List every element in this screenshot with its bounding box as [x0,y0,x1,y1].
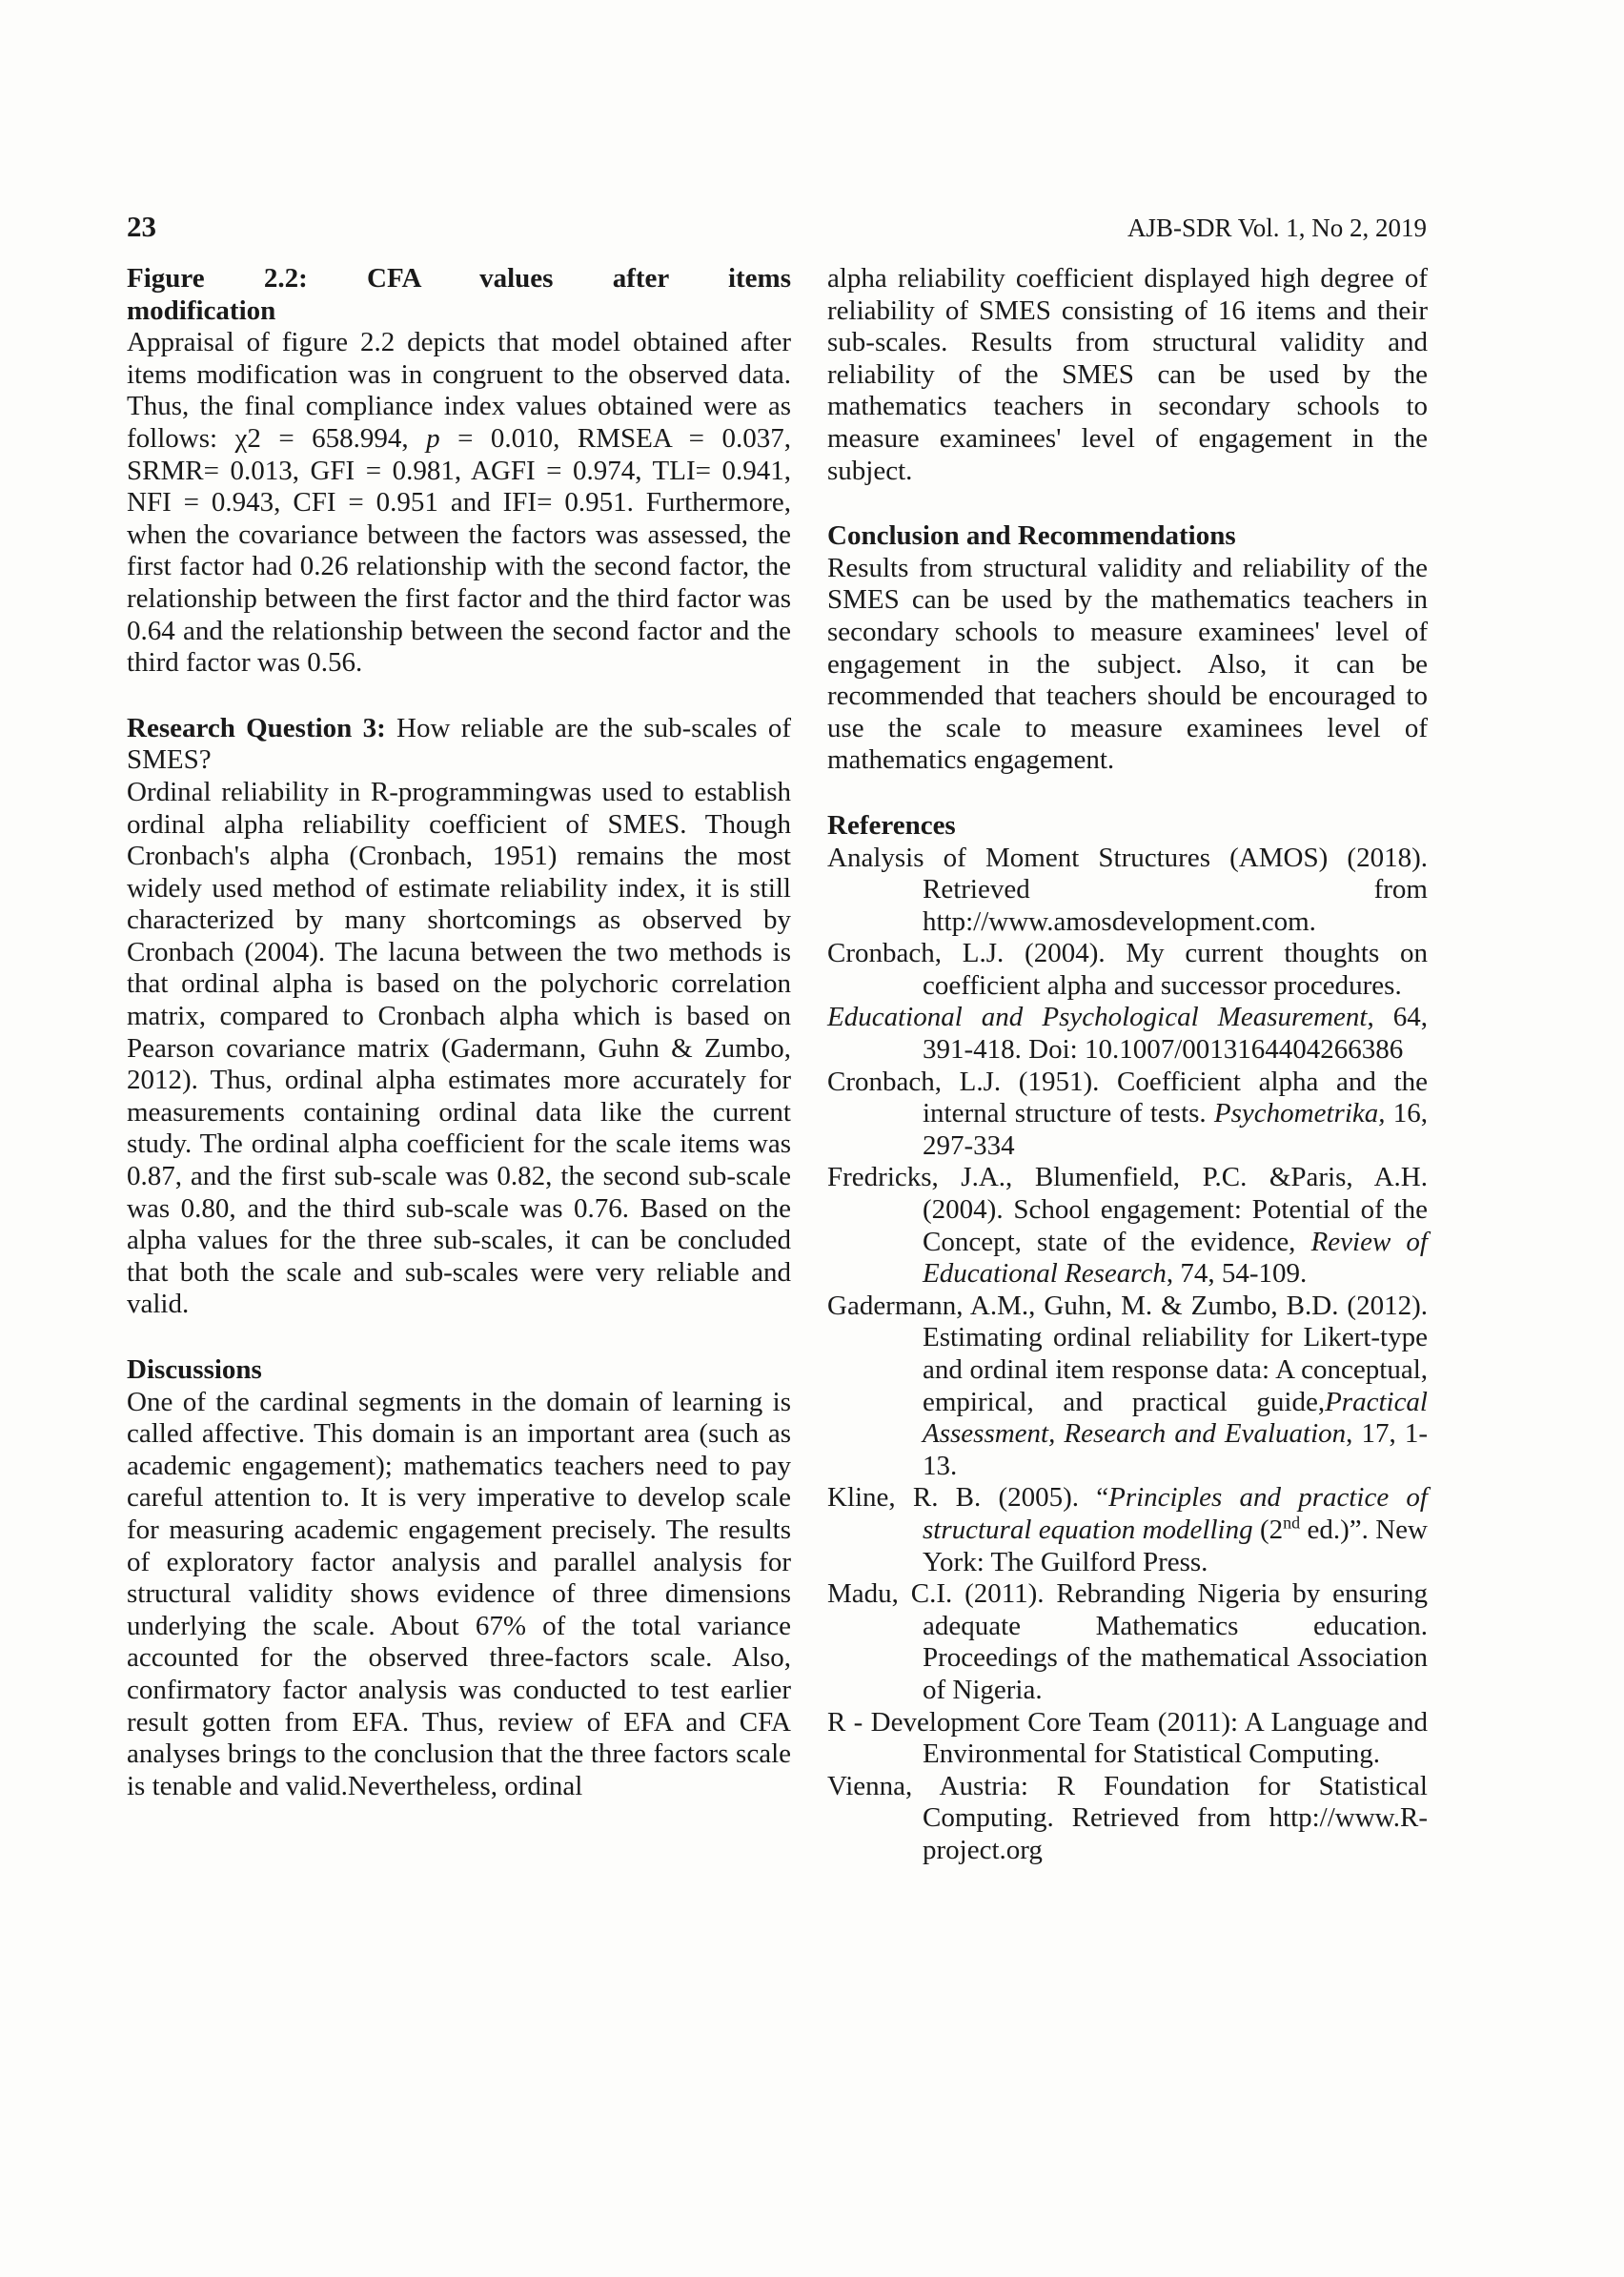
reference-gadermann [827,1291,1428,1483]
ref-run: Cronbach, L.J. (1951). Coefficient alpha and the internal structure of tests. [827,1066,1428,1129]
ordinal-reliability-paragraph: Ordinal reliability in R-programmingwas used to establish ordinal alpha reliability coefficient of SMES. Though Cronbach's alpha (Cronbach, 1951) remains the most widely used method of estimate reliability index, it is still characterized by many shortcomings as observed by Cronbach (2004). The lacuna between the two methods is that ordinal alpha is based on the polychoric correlation matrix, compared to Cronbach alpha which is based on Pearson covariance matrix (Gadermann, Guhn & Zumbo, 2012). Thus, ordinal alpha estimates more accurately for measurements containing ordinal data like the current study. The ordinal alpha coefficient for the scale items was 0.87, and the first sub-scale was 0.82, the second sub-scale was 0.80, and the third sub-scale was 0.76. Based on the alpha values for the three sub-scales, it can be concluded that both the scale and sub-scales were very reliable and valid. [127,776,791,1320]
right-column [827,263,1428,1867]
ref-run: , 64, 391-418. Doi: 10.1007/0013164404266386 [923,1002,1428,1066]
text-run: Appraisal of figure 2.2 depicts that model obtained after items modification was in congruent to the observed data. Thus, the final compliance index values obtained were as follows: χ2 = 658.994, [127,327,791,454]
ref-journal-italic: Educational and Psychological Measurement [827,1002,1368,1033]
ref-journal-italic: Review of Educational Research [923,1226,1428,1290]
ref-journal-italic: Practical Assessment, Research and Evaluation [923,1386,1428,1450]
references-heading: References [827,809,956,841]
reference-r-development-core-team [827,1707,1428,1771]
reference-cronbach-1951 [827,1067,1428,1163]
conclusion-heading: Conclusion and Recommendations [827,520,1236,552]
italic-p-symbol: p [426,422,440,454]
research-question-3-text: How reliable are the sub-scales of SMES? [127,712,791,776]
ref-run: ed.)”. New York: The Guilford Press. [923,1514,1428,1577]
ref-title-italic: Principles and practice of structural equation modelling [923,1482,1428,1545]
ref-journal-italic: Psychometrika, [1213,1098,1386,1129]
ref-run: Fredricks, J.A., Blumenfield, P.C. &Paris, A.H. (2004). School engagement: Potential of the Concept, state of the evidence, [827,1162,1428,1257]
discussions-heading: Discussions [127,1354,262,1385]
ref-ordinal-superscript: nd [1283,1513,1301,1533]
conclusion-paragraph: Results from structural validity and reliability of the SMES can be used by the mathematics teachers in secondary schools to measure examinees' level of engagement in the subject. Also, it can be recommended that teachers should be encouraged to use the scale to measure examinees level of mathematics engagement. [827,552,1428,776]
reference-vienna-r-foundation [827,1771,1428,1867]
journal-title: AJB-SDR Vol. 1, No 2, 2019 [1127,213,1427,242]
figure-heading-line2: modification [127,295,276,326]
research-question-3-label: Research Question 3: [127,712,386,743]
reference-madu [827,1578,1428,1706]
ref-run: , 17, 1-13. [923,1418,1428,1481]
reference-educational-psychological-measurement [827,1002,1428,1066]
ref-run: R - Development Core Team (2011): A Language and Environmental for Statistical Computing. [827,1706,1428,1770]
ref-run: Madu, C.I. (2011). Rebranding Nigeria by ensuring adequate Mathematics education. Proceedings of the mathematical Association of Nigeria. [827,1578,1428,1705]
reference-kline [827,1482,1428,1578]
ref-run: Kline, R. B. (2005). “ [827,1482,1109,1514]
ref-run: , 74, 54-109. [1166,1258,1308,1290]
ref-run: Cronbach, L.J. (2004). My current thoughts on coefficient alpha and successor procedures. [827,938,1428,1001]
left-column [127,263,791,1867]
reference-cronbach-2004 [827,938,1428,1002]
ref-run: Analysis of Moment Structures (AMOS) (2018). Retrieved from http://www.amosdevelopment.com. [827,842,1428,937]
figure-heading-line1: Figure 2.2: CFA values after items [127,263,791,294]
discussions-paragraph: One of the cardinal segments in the domain of learning is called affective. This domain is an important area (such as academic engagement); mathematics teachers need to pay careful attention to. It is very imperative to develop scale for measuring academic engagement precisely. The results of exploratory factor analysis and parallel analysis for structural validity shows evidence of three dimensions underlying the scale. About 67% of the total variance accounted for the observed three-factors scale. Also, confirmatory factor analysis was conducted to test earlier result gotten from EFA. Thus, review of EFA and CFA analyses brings to the conclusion that the three factors scale is tenable and valid.Nevertheless, ordinal [127,1386,791,1801]
two-column-body [127,263,1428,1867]
reference-fredricks [827,1162,1428,1290]
ref-run: (2 [1252,1514,1284,1545]
ref-run: Gadermann, A.M., Guhn, M. & Zumbo, B.D. (2012). Estimating ordinal reliability for Likert-type and ordinal item response data: A conceptual, empirical, and practical guide, [827,1290,1428,1417]
page-header [127,210,1427,244]
reference-amos [827,843,1428,939]
figure-appraisal-paragraph [127,327,791,680]
ref-run: 16, 297-334 [923,1098,1428,1161]
page-number: 23 [127,210,156,243]
alpha-reliability-paragraph: alpha reliability coefficient displayed high degree of reliability of SMES consisting of 16 items and their sub-scales. Results from structural validity and reliability of the SMES can be used by the mathematics teachers in secondary schools to measure examinees' level of engagement in the subject. [827,263,1428,486]
research-question-3-heading [127,713,791,777]
text-run: = 0.010, RMSEA = 0.037, SRMR= 0.013, GFI = 0.981, AGFI = 0.974, TLI= 0.941, NFI = 0.943, CFI = 0.951 and IFI= 0.951. Furthermore, when the covariance between the factors was assessed, the first factor had 0.26 relationship with the second factor, the relationship between the first factor and the third factor was 0.64 and the relationship between the second factor and the third factor was 0.56. [127,422,791,679]
ref-run: Vienna, Austria: R Foundation for Statistical Computing. Retrieved from http://www.R-project.org [827,1770,1428,1865]
